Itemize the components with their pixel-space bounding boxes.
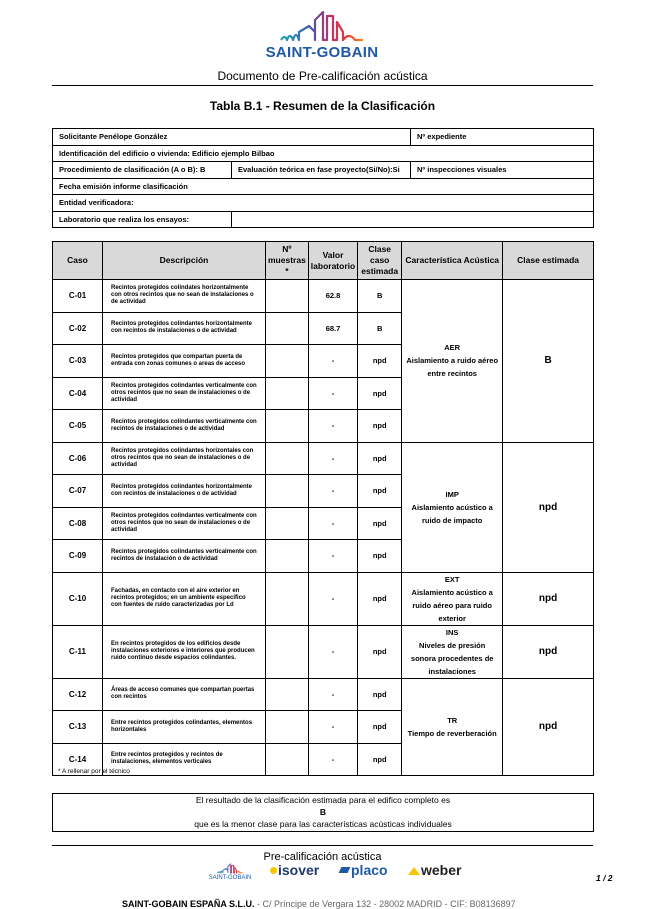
weber-brand (408, 862, 461, 878)
clase-caso-cell: B (358, 280, 402, 313)
evaluacion-field: Evaluación teórica en fase proyecto(Si/No):Si (232, 162, 411, 179)
clase-caso-cell: npd (358, 507, 402, 540)
descripcion-cell: Recintos protegidos colindates horizontalmente con otros recintos que no sean de instalaciones o de actividad (103, 280, 266, 313)
muestras-cell (266, 711, 309, 744)
building-skyline-icon (277, 8, 367, 44)
muestras-cell (266, 572, 309, 625)
legal-line (122, 899, 516, 909)
table-row (53, 625, 594, 678)
footer-title: Pre-calificación acústica (263, 851, 382, 863)
caso-cell: C-12 (53, 678, 103, 711)
clase-estimada-cell: npd (503, 572, 594, 625)
header-caso: Caso (53, 242, 103, 280)
company-address: - C/ Príncipe de Vergara 132 - 28002 MADRID - CIF: B08136897 (254, 899, 516, 909)
valor-cell: - (308, 410, 357, 443)
table-row (53, 678, 594, 711)
muestras-cell (266, 678, 309, 711)
caracteristica-code: EXT (444, 574, 460, 584)
result-value: B (319, 807, 327, 817)
descripcion-cell: Entre recintos protegidos colindantes, elementos horizontales (103, 711, 266, 744)
header-clase-caso: Clase caso estimada (358, 242, 402, 280)
solicitante-field: Solicitante Penélope González (53, 129, 411, 146)
caracteristica-cell (402, 625, 503, 678)
header-muestras: Nº muestras * (266, 242, 309, 280)
inspecciones-field: Nº inspecciones visuales (411, 162, 594, 179)
caso-cell: C-13 (53, 711, 103, 744)
muestras-cell (266, 345, 309, 378)
footer-divider (52, 845, 593, 846)
result-line-3: que es la menor clase para las características acústicas individuales (194, 819, 452, 829)
valor-cell: 62.8 (308, 280, 357, 313)
caracteristica-name: Aislamiento acústico a ruido aéreo para ruido exterior (411, 587, 493, 623)
valor-cell: - (308, 711, 357, 744)
table-header-row (53, 242, 594, 280)
table-row (53, 572, 594, 625)
company-name: SAINT-GOBAIN ESPAÑA S.L.U. (122, 899, 255, 909)
procedimiento-field: Procedimiento de clasificación (A o B): B (53, 162, 232, 179)
caracteristica-name: Tiempo de reverberación (407, 728, 497, 738)
caracteristica-code: INS (445, 627, 459, 637)
valor-cell: - (308, 743, 357, 776)
clase-estimada-cell: npd (503, 442, 594, 572)
caso-cell: C-09 (53, 540, 103, 573)
clase-caso-cell: npd (358, 475, 402, 508)
clase-estimada-cell: B (503, 280, 594, 443)
muestras-cell (266, 312, 309, 345)
descripcion-cell: Recintos protegidos que compartan puerta de entrada con zonas comunes o areas de acceso (103, 345, 266, 378)
descripcion-cell: Entre recintos protegidos y recintos de instalaciones, elementos verticales (103, 743, 266, 776)
muestras-cell (266, 280, 309, 313)
caso-cell: C-03 (53, 345, 103, 378)
caso-cell: C-10 (53, 572, 103, 625)
clase-caso-cell: npd (358, 572, 402, 625)
muestras-cell (266, 540, 309, 573)
clase-estimada-cell: npd (503, 678, 594, 776)
clase-caso-cell: npd (358, 743, 402, 776)
weber-label: weber (421, 862, 462, 878)
header-descripcion: Descripción (103, 242, 266, 280)
caso-cell: C-14 (53, 743, 103, 776)
descripcion-cell: Áreas de acceso comunes que compartan puertas con recintos (103, 678, 266, 711)
descripcion-cell: Recintos protegidos colindantes verticalmente con otros recintos que no sean de instalaciones o de actividad (103, 507, 266, 540)
muestras-cell (266, 377, 309, 410)
valor-cell: - (308, 475, 357, 508)
weber-triangle-icon (408, 867, 420, 875)
table-row (53, 280, 594, 313)
muestras-cell (266, 625, 309, 678)
caso-cell: C-01 (53, 280, 103, 313)
valor-cell: - (308, 678, 357, 711)
laboratorio-label: Laboratorio que realiza los ensayos: (53, 211, 232, 228)
isover-label: isover (278, 862, 320, 878)
clase-estimada-cell: npd (503, 625, 594, 678)
caracteristica-code: AER (444, 343, 461, 353)
muestras-cell (266, 475, 309, 508)
clase-caso-cell: npd (358, 377, 402, 410)
table-row (53, 442, 594, 475)
clase-caso-cell: npd (358, 410, 402, 443)
placo-mark-icon (339, 867, 351, 873)
descripcion-cell: Recintos protegidos colindantes verticalmente con recintos de instalación o de actividad (103, 540, 266, 573)
entidad-field: Entidad verificadora: (53, 195, 594, 212)
descripcion-cell: Recintos protegidos colindantes horizontalmente con recintos de instalaciones o de actividad (103, 475, 266, 508)
footnote: * A rellenar por el técnico (58, 768, 130, 775)
valor-cell: - (308, 540, 357, 573)
valor-cell: - (308, 377, 357, 410)
result-line-1: El resultado de la clasificación estimada para el edifico completo es (195, 795, 451, 805)
page-number: 1 / 2 (596, 873, 613, 883)
isover-brand (270, 862, 319, 878)
header-clase-estimada: Clase estimada (503, 242, 594, 280)
placo-label: placo (351, 862, 388, 878)
isover-dot-icon (270, 867, 277, 874)
header-valor: Valor laboratorio (308, 242, 357, 280)
expediente-field: Nº expediente (411, 129, 594, 146)
valor-cell: - (308, 625, 357, 678)
laboratorio-value (232, 211, 594, 228)
clase-caso-cell: npd (358, 540, 402, 573)
muestras-cell (266, 442, 309, 475)
caracteristica-name: Aislamiento a ruido aéreo entre recintos (406, 356, 499, 379)
descripcion-cell: Recintos protegidos colindantes verticalmente con otros recintos que no sean de instalaciones o de actividad (103, 377, 266, 410)
caracteristica-name: Niveles de presión sonora procedentes de instalaciones (410, 640, 494, 676)
valor-cell: 68.7 (308, 312, 357, 345)
descripcion-cell: Recintos protegidos colindantes horizontales con otros recintos que no sean de instalaciones o de actividad (103, 442, 266, 475)
caso-cell: C-02 (53, 312, 103, 345)
brand-name: SAINT-GOBAIN (265, 44, 379, 61)
caracteristica-cell (402, 572, 503, 625)
caso-cell: C-11 (53, 625, 103, 678)
caracteristica-cell (402, 442, 503, 572)
caracteristica-code: IMP (445, 489, 459, 499)
identificacion-field: Identificación del edificio o vivienda: Edificio ejemplo Bilbao (53, 145, 594, 162)
descripcion-cell: Recintos protegidos colindantes verticalmente con recintos de instalaciones o de actividad (103, 410, 266, 443)
valor-cell: - (308, 507, 357, 540)
brand-logos (198, 862, 468, 886)
valor-cell: - (308, 345, 357, 378)
caracteristica-code: TR (447, 715, 458, 725)
descripcion-cell: En recintos protegidos de los edificios desde instalaciones exteriores e interiores que producen ruido continuo desde espacios colindantes. (103, 625, 266, 678)
table-title: Tabla B.1 - Resumen de la Clasificación (209, 99, 436, 113)
clase-caso-cell: npd (358, 442, 402, 475)
caso-cell: C-05 (53, 410, 103, 443)
caracteristica-cell (402, 678, 503, 776)
fecha-field: Fecha emisión informe clasificación (53, 178, 594, 195)
clase-caso-cell: npd (358, 625, 402, 678)
header-divider (52, 85, 593, 86)
descripcion-cell: Fachadas, en contacto con el aire exterior en recintos protegidos; en un ambiente específico con fuentes de ruido caracterizadas por Ld (103, 572, 266, 625)
muestras-cell (266, 410, 309, 443)
muestras-cell (266, 743, 309, 776)
muestras-cell (266, 507, 309, 540)
caso-cell: C-08 (53, 507, 103, 540)
placo-brand (340, 862, 388, 878)
info-table (52, 128, 594, 228)
caso-cell: C-06 (53, 442, 103, 475)
header-caracteristica: Característica Acústica (402, 242, 503, 280)
saint-gobain-small-icon (216, 862, 244, 875)
clase-caso-cell: B (358, 312, 402, 345)
saint-gobain-brand: SAINT-GOBAIN (208, 875, 252, 881)
caracteristica-cell (402, 280, 503, 443)
caso-cell: C-04 (53, 377, 103, 410)
saint-gobain-logo (262, 8, 382, 64)
valor-cell: - (308, 442, 357, 475)
document-title: Documento de Pre-calificación acústica (217, 69, 428, 83)
result-box (52, 793, 594, 832)
classification-table (52, 241, 594, 776)
valor-cell: - (308, 572, 357, 625)
caracteristica-name: Aislamiento acústico a ruido de impacto (411, 502, 493, 525)
caso-cell: C-07 (53, 475, 103, 508)
clase-caso-cell: npd (358, 678, 402, 711)
clase-caso-cell: npd (358, 711, 402, 744)
descripcion-cell: Recintos protegidos colindantes horizontalmente con recintos de instalaciones o de actividad (103, 312, 266, 345)
clase-caso-cell: npd (358, 345, 402, 378)
